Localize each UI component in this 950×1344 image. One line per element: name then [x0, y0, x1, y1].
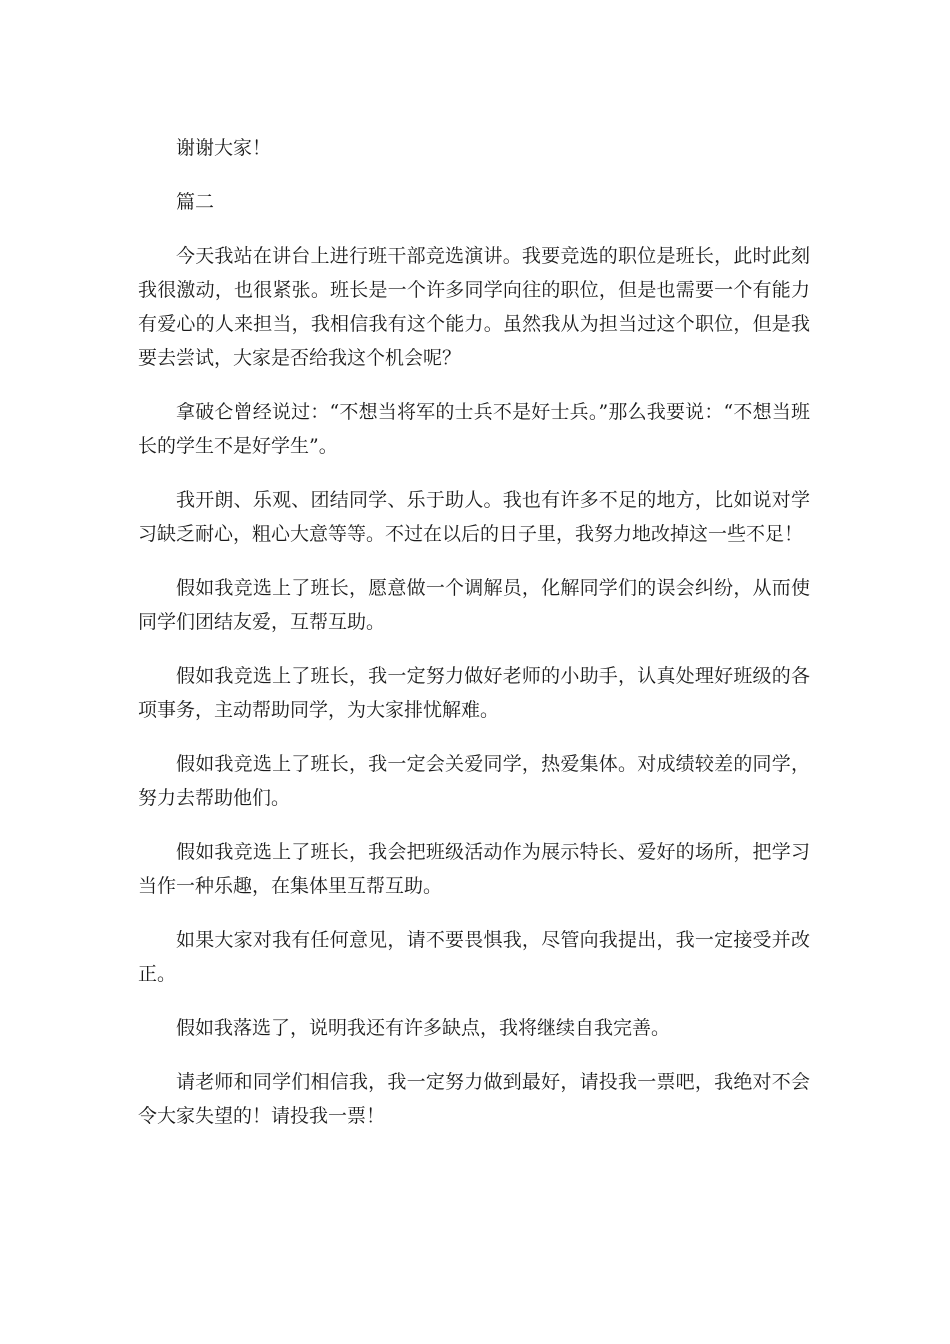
closing-line: 谢谢大家！ [176, 137, 272, 159]
paragraph-5: 假如我竞选上了班长，我一定努力做好老师的小助手，认真处理好班级的各项事务，主动帮助同学，为大家排忧解难。 [138, 665, 810, 721]
paragraph-3: 我开朗、乐观、团结同学、乐于助人。我也有许多不足的地方，比如说对学习缺乏耐心，粗心大意等等。不过在以后的日子里，我努力地改掉这一些不足！ [138, 489, 810, 545]
paragraph-10: 请老师和同学们相信我，我一定努力做到最好，请投我一票吧，我绝对不会令大家失望的！请投我一票！ [138, 1071, 810, 1127]
paragraph-7: 假如我竞选上了班长，我会把班级活动作为展示特长、爱好的场所，把学习当作一种乐趣，在集体里互帮互助。 [138, 841, 810, 897]
paragraph-2: 拿破仑曾经说过：“不想当将军的士兵不是好士兵。”那么我要说：“不想当班长的学生不是好学生”。 [138, 401, 810, 457]
paragraph-6: 假如我竞选上了班长，我一定会关爱同学，热爱集体。对成绩较差的同学，努力去帮助他们。 [138, 753, 810, 809]
section-title: 篇二 [176, 191, 215, 213]
paragraph-1: 今天我站在讲台上进行班干部竞选演讲。我要竞选的职位是班长，此时此刻我很激动，也很紧张。班长是一个许多同学向往的职位，但是也需要一个有能力有爱心的人来担当，我相信我有这个能力。虽然我从为担当过这个职位，但是我要去尝试，大家是否给我这个机会呢？ [138, 245, 810, 369]
paragraph-4: 假如我竞选上了班长，愿意做一个调解员，化解同学们的误会纠纷，从而使同学们团结友爱，互帮互助。 [138, 577, 810, 633]
paragraph-9: 假如我落选了，说明我还有许多缺点，我将继续自我完善。 [176, 1017, 671, 1039]
document-body [138, 131, 810, 1153]
paragraph-8: 如果大家对我有任何意见，请不要畏惧我，尽管向我提出，我一定接受并改正。 [138, 929, 810, 985]
